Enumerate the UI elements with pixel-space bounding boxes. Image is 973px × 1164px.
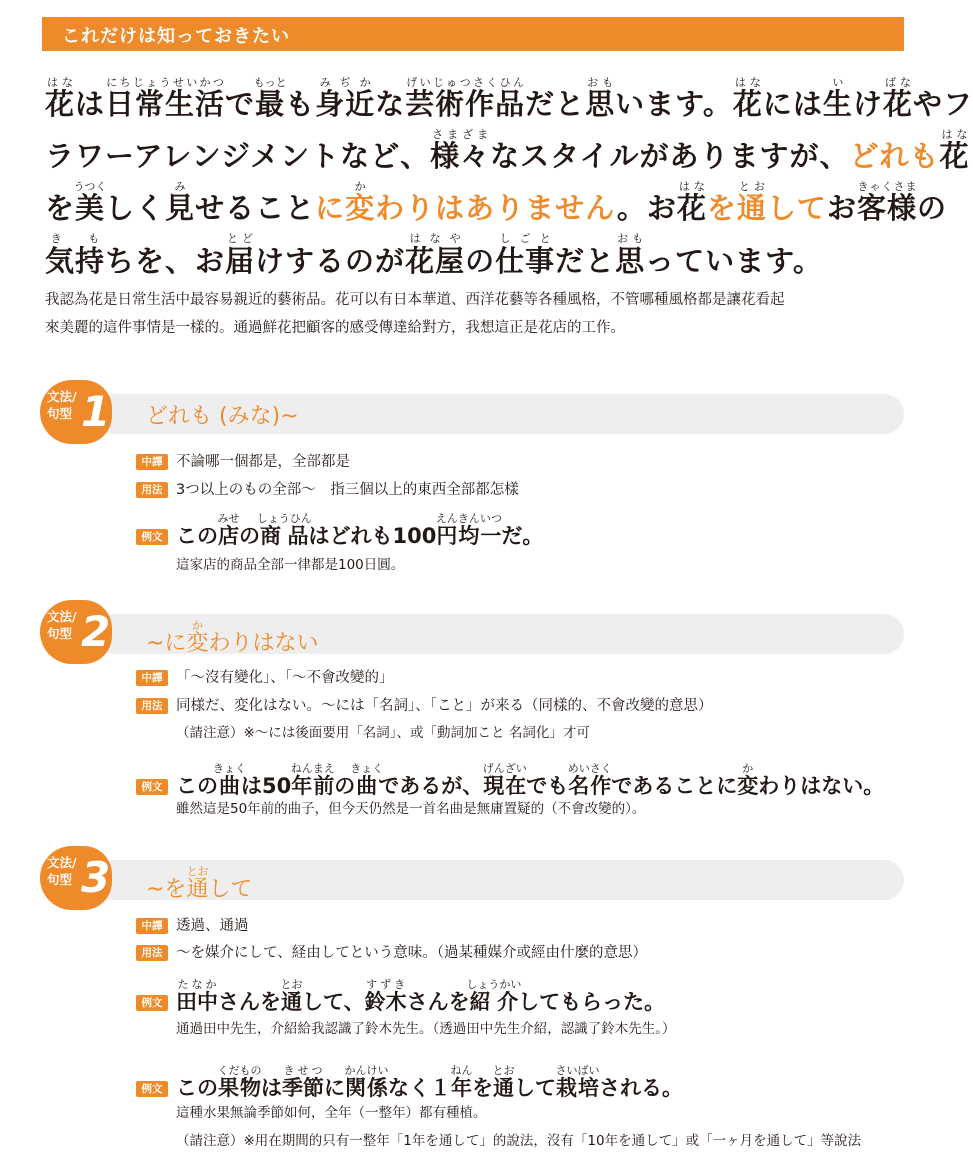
section-number: 3 <box>81 853 111 902</box>
example-tag: 例文 <box>136 529 168 545</box>
passage-line-1: 花はなは日常生活にちじょうせいかつで最もっとも身近みぢかな芸術作品げいじゅつさくひんだと思おもいます。花はなには生いけ花ばなやフ <box>45 76 973 121</box>
chinese-tag: 中譯 <box>136 670 168 686</box>
section-number: 2 <box>81 607 111 656</box>
section-badge: 文法/ 句型 1 <box>40 380 112 444</box>
usage-note: （請注意）※用在期間的只有一整年「1年を通して」的說法，沒有「10年を通して」或「一ヶ月を通して」等說法 <box>176 1133 862 1149</box>
chinese-meaning-row: 中譯 「〜沒有變化」、「〜不會改變的」 <box>136 666 394 687</box>
section-title: どれも (みな)~ <box>146 404 299 429</box>
section-title: ~に変かわりはない <box>146 619 319 656</box>
passage-line-3: を美うつくしく見みせることに変かわりはありません。お花はなを通とおしてお客様きゃくさまの <box>45 180 947 225</box>
passage-line-2: ラワーアレンジメントなど、様々さまざまなスタイルがありますが、どれも花はな <box>45 128 970 173</box>
usage-row: 用法 同様だ、変化はない。〜には「名詞」、「こと」が来る（同樣的、不會改變的意思） <box>136 694 713 715</box>
highlight-text: に <box>315 191 346 225</box>
example-tag: 例文 <box>136 1081 168 1097</box>
usage-note: （請注意）※〜には後面要用「名詞」、或「動詞加こと 名詞化」才可 <box>176 725 590 741</box>
usage-row: 用法 〜を媒介にして、経由してという意味。（過某種媒介或經由什麼的意思） <box>136 941 647 962</box>
example-sentence: 例文 この店みせの商品しょうひんはどれも100円均一えんきんいつだ。 <box>136 512 543 550</box>
highlight-text: どれも <box>849 139 940 173</box>
section-banner <box>42 17 904 51</box>
passage-line-4: 気持き もちを、お届とどけするのが花屋はなやの仕事しごとだと思おもっています。 <box>45 232 823 278</box>
section-badge: 文法/ 句型 3 <box>40 846 112 910</box>
usage-tag: 用法 <box>136 482 168 498</box>
usage-tag: 用法 <box>136 945 168 961</box>
section-number: 1 <box>81 387 111 436</box>
chinese-meaning-row: 中譯 不論哪一個都是，全部都是 <box>136 450 350 471</box>
example-tag: 例文 <box>136 995 168 1011</box>
example-translation-2: 這種水果無論季節如何，全年（一整年）都有種植。 <box>176 1105 487 1121</box>
usage-tag: 用法 <box>136 698 168 714</box>
example-sentence-2: 例文 この果物くだものは季節きせつに関係かんけいなく１年ねんを通とおして栽培さいばいされる。 <box>136 1064 683 1102</box>
example-translation: 這家店的商品全部一律都是100日圓。 <box>176 557 405 573</box>
example-tag: 例文 <box>136 779 168 795</box>
usage-row: 用法 3つ以上のもの全部〜 指三個以上的東西全部都怎樣 <box>136 478 519 499</box>
section-title: ~を通とおして <box>146 865 253 902</box>
chinese-meaning-row: 中譯 透過、通過 <box>136 914 249 935</box>
main-passage <box>45 76 973 284</box>
chinese-tag: 中譯 <box>136 454 168 470</box>
example-translation-1: 通過田中先生，介紹給我認識了鈴木先生。（透過田中先生介紹，認識了鈴木先生。） <box>176 1021 676 1037</box>
example-translation: 雖然這是50年前的曲子，但今天仍然是一首名曲是無庸置疑的（不會改變的）。 <box>176 801 646 817</box>
passage-translation: 我認為花是日常生活中最容易親近的藝術品。花可以有日本華道、西洋花藝等各種風格，不管哪種風格都是讓花看起 來美麗的這件事情是一樣的。通過鮮花把顧客的感受傳達給對方，我想這正是花店的工作。 <box>45 292 785 336</box>
section-badge: 文法/ 句型 2 <box>40 600 112 664</box>
example-sentence: 例文 この曲きょくは50年前ねんまえの曲きょくであるが、現在げんざいでも名作めいさくであることに変かわりはない。 <box>136 762 884 800</box>
example-sentence-1: 例文 田中たなかさんを通とおして、鈴木すずきさんを紹介しょうかいしてもらった。 <box>136 978 665 1016</box>
banner-title: これだけは知っておきたい <box>62 26 290 47</box>
chinese-tag: 中譯 <box>136 918 168 934</box>
